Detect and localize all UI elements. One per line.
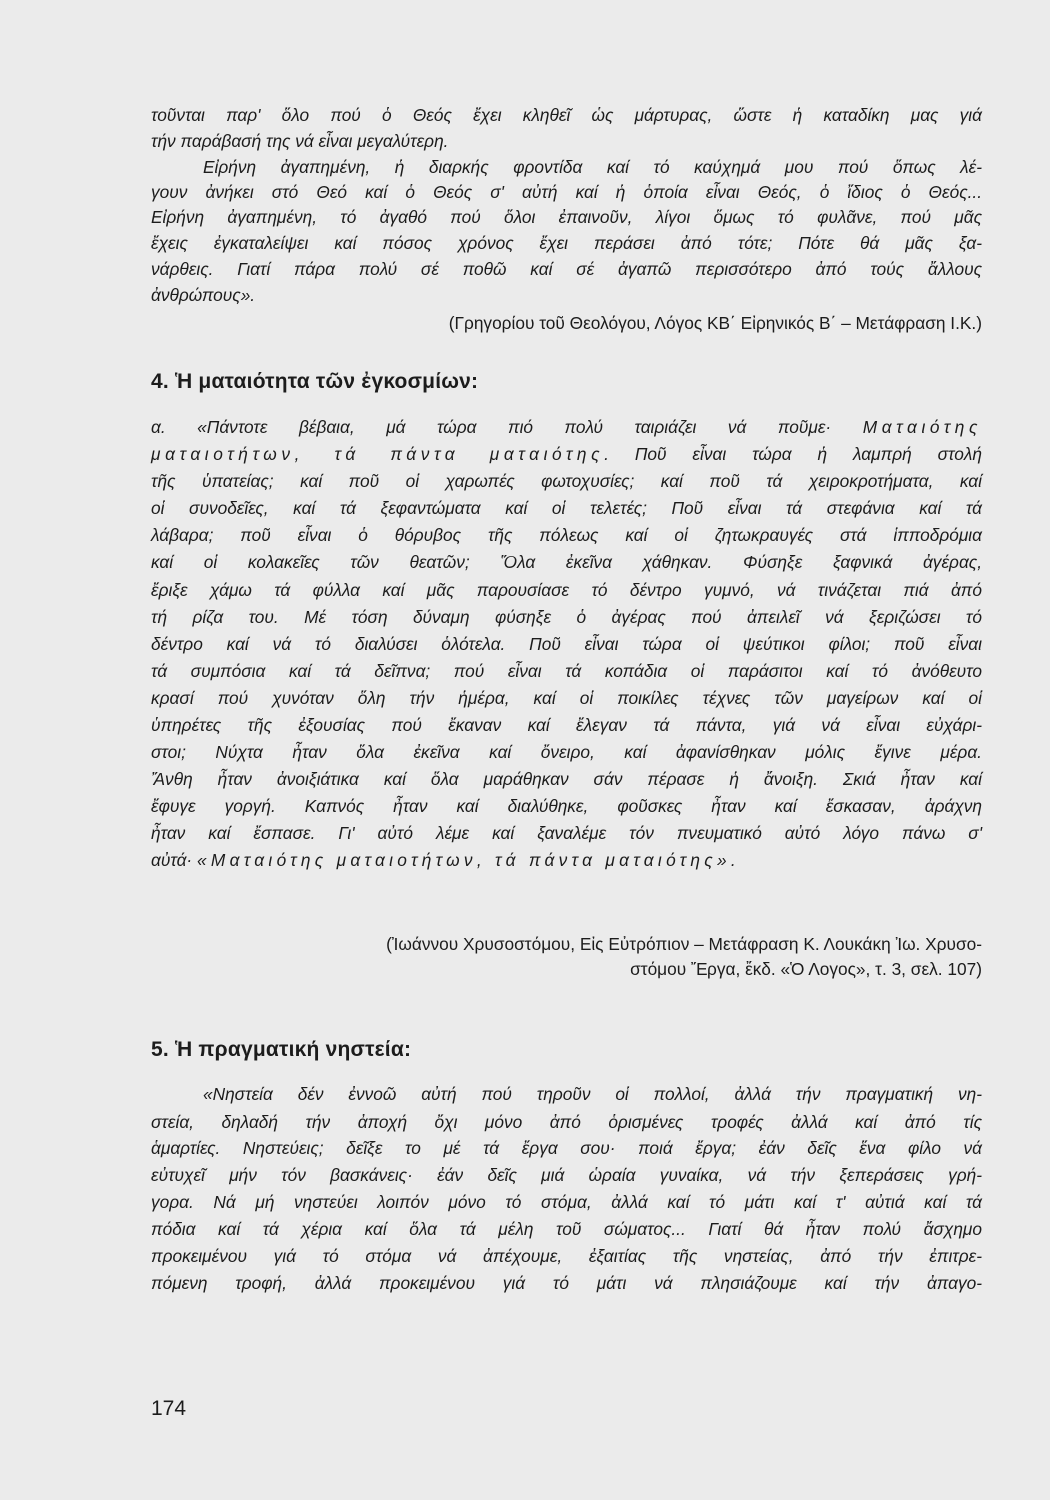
- text-line: ἔχεις ἐγκαταλείψει καί πόσος χρόνος ἔχει περάσει ἀπό τότε; Πότε θά μᾶς ξα-: [151, 233, 982, 253]
- text-line: [151, 848, 982, 872]
- text-line: εὐτυχεῖ μήν τόν βασκάνεις· ἐάν δεῖς μιά ὡραία γυναίκα, νά τήν ξεπεράσεις γρή-: [151, 1165, 982, 1185]
- text-line: τή ρίζα του. Μέ τόση δύναμη φύσηξε ὁ ἀγέρας πού ἀπειλεῖ νά ξεριζώσει τό: [151, 607, 982, 627]
- text-line: «Νηστεία δέν ἐννοῶ αὐτή πού τηροῦν οἱ πολλοί, ἀλλά τήν πραγματική νη-: [203, 1084, 982, 1104]
- text-line: πόμενη τροφή, ἀλλά προκειμένου γιά τό μάτι νά πλησιάζουμε καί τήν ἀπαγο-: [151, 1273, 982, 1293]
- text-span: . Ποῦ εἶναι τώρα ἡ λαμπρή στολή: [604, 444, 982, 464]
- text-line: οἱ συνοδεῖες, καί τά ξεφαντώματα καί οἱ τελετές; Ποῦ εἶναι τά στεφάνια καί τά: [151, 498, 982, 518]
- spaced-emphasis: «Ματαιότης ματαιοτήτων, τά πάντα ματαιότης».: [197, 850, 740, 870]
- text-line: τοῦνται παρ' ὅλο πού ὁ Θεός ἔχει κληθεῖ ὡς μάρτυρας, ὥστε ἡ καταδίκη μας γιά: [151, 105, 982, 125]
- text-line: τά συμπόσια καί τά δεῖπνα; πού εἶναι τά κοπάδια οἱ παράσιτοι καί τό ἀνόθευτο: [151, 661, 982, 681]
- text-line: γουν ἀνήκει στό Θεό καί ὁ Θεός σ' αὐτή καί ἡ ὁποία εἶναι Θεός, ὁ ἴδιος ὁ Θεός...: [151, 182, 982, 202]
- text-line: δέντρο καί νά τό διαλύσει ὁλότελα. Ποῦ εἶναι τώρα οἱ ψεύτικοι φίλοι; ποῦ εἶναι: [151, 634, 982, 654]
- section-heading-5: 5. Ἡ πραγματική νηστεία:: [151, 1038, 412, 1061]
- text-line: [151, 415, 982, 439]
- text-line: λάβαρα; ποῦ εἶναι ὁ θόρυβος τῆς πόλεως καί οἱ ζητωκραυγές στά ἱπποδρόμια: [151, 525, 982, 545]
- text-line: στοι; Νύχτα ἦταν ὅλα ἐκεῖνα καί ὄνειρο, καί ἀφανίσθηκαν μόλις ἔγινε μέρα.: [151, 742, 982, 762]
- text-line: γορα. Νά μή νηστεύει λοιπόν μόνο τό στόμα, ἀλλά καί τό μάτι καί τ' αὐτιά καί τά: [151, 1192, 982, 1212]
- text-line: ἔριξε χάμω τά φύλλα καί μᾶς παρουσίασε τό δέντρο γυμνό, νά τινάζεται πιά ἀπό: [151, 580, 982, 600]
- text-span: αὐτά·: [151, 850, 193, 870]
- text-line: στεία, δηλαδή τήν ἀποχή ὄχι μόνο ἀπό ὁρισμένες τροφές ἀλλά καί ἀπό τίς: [151, 1112, 982, 1132]
- text-line: προκειμένου γιά τό στόμα νά ἀπέχουμε, ἐξαιτίας τῆς νηστείας, ἀπό τήν ἐπιτρε-: [151, 1246, 982, 1266]
- text-line: τῆς ὑπατείας; καί ποῦ οἱ χαρωπές φωτοχυσίες; καί ποῦ τά χειροκροτήματα, καί: [151, 471, 982, 491]
- section-heading-4: 4. Ἡ ματαιότητα τῶν ἐγκοσμίων:: [151, 370, 479, 393]
- citation-gregory: (Γρηγορίου τοῦ Θεολόγου, Λόγος ΚΒ΄ Εἰρηνικός Β΄ – Μετάφραση Ι.Κ.): [448, 313, 982, 333]
- text-line: [151, 442, 982, 466]
- text-line: Εἰρήνη ἀγαπημένη, τό ἀγαθό πού ὅλοι ἐπαινοῦν, λίγοι ὅμως τό φυλᾶνε, πού μᾶς: [151, 207, 982, 227]
- citation-line: (Ἰωάννου Χρυσοστόμου, Εἰς Εὐτρόπιον – Μετάφραση Κ. Λουκάκη Ἰω. Χρυσο-: [386, 934, 982, 954]
- text-line: ἀνθρώπους».: [151, 285, 256, 305]
- text-line: πόδια καί τά χέρια καί ὅλα τά μέλη τοῦ σώματος... Γιατί θά ἦταν πολύ ἄσχημο: [151, 1219, 982, 1239]
- citation-line: στόμου Ἔργα, ἔκδ. «Ὁ Λογος», τ. 3, σελ. 107): [630, 959, 982, 979]
- text-line: ὑπηρέτες τῆς ἐξουσίας πού ἔκαναν καί ἔλεγαν τά πάντα, γιά νά εἶναι εὐχάρι-: [151, 715, 982, 735]
- text-line: Ἄνθη ἦταν ἀνοιξιάτικα καί ὅλα μαράθηκαν σάν πέρασε ἡ ἄνοιξη. Σκιά ἦταν καί: [151, 769, 982, 789]
- text-line: ἔφυγε γοργή. Καπνός ἦταν καί διαλύθηκε, φοῦσκες ἦταν καί ἔσκασαν, ἀράχνη: [151, 796, 982, 816]
- text-line: νάρθεις. Γιατί πάρα πολύ σέ ποθῶ καί σέ ἀγαπῶ περισσότερο ἀπό τούς ἄλλους: [151, 259, 982, 279]
- spaced-emphasis: Ματαιότης: [862, 417, 982, 437]
- text-line: τήν παράβασή της νά εἶναι μεγαλύτερη.: [151, 131, 449, 151]
- text-line: ἁμαρτίες. Νηστεύεις; δεῖξε το μέ τά ἔργα σου· ποιά ἔργα; ἐάν δεῖς ἕνα φίλο νά: [151, 1138, 982, 1158]
- text-line: ἦταν καί ἔσπασε. Γι' αὐτό λέμε καί ξαναλέμε τόν πνευματικό αὐτό λόγο πάνω σ': [151, 823, 982, 843]
- text-line: καί οἱ κολακεῖες τῶν θεατῶν; Ὅλα ἐκεῖνα χάθηκαν. Φύσηξε ξαφνικά ἀγέρας,: [151, 552, 982, 572]
- page-number: 174: [151, 1397, 187, 1420]
- text-line: Εἰρήνη ἀγαπημένη, ἡ διαρκής φροντίδα καί τό καύχημά μου πού ὅπως λέ-: [203, 157, 982, 177]
- spaced-emphasis: ματαιοτήτων, τά πάντα ματαιότης: [151, 444, 605, 464]
- text-span: α. «Πάντοτε βέβαια, μά τώρα πιό πολύ ταιριάζει νά ποῦμε·: [151, 417, 832, 437]
- text-line: κρασί πού χυνόταν ὅλη τήν ἡμέρα, καί οἱ ποικίλες τέχνες τῶν μαγείρων καί οἱ: [151, 688, 982, 708]
